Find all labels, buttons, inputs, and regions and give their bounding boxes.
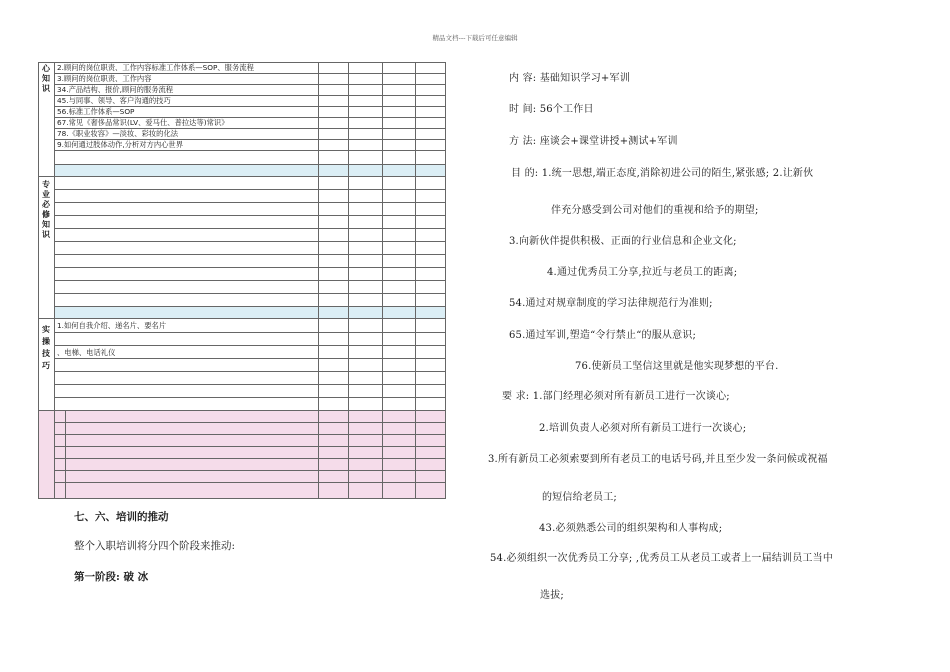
- training-table: [38, 62, 445, 499]
- requirement-line: 54.必须组织一次优秀员工分享; ,优秀员工从老员工或者上一届结训员工当中: [490, 553, 834, 564]
- purpose-line: 伴充分感受到公司对他们的重视和给予的期望;: [551, 205, 759, 216]
- table-cell: 9.如何通过肢体动作,分析对方内心世界: [57, 140, 184, 149]
- requirement-line: 43.必须熟悉公司的组织架构和人事构成;: [539, 523, 723, 534]
- table-cell: 2.顾问的岗位职责、工作内容标准工作体系—SOP、服务流程: [57, 63, 254, 72]
- table-cell: 45.与同事、领导、客户沟通的技巧: [57, 96, 171, 105]
- table-band: [54, 164, 445, 176]
- label-zhuanye: 专 业 必 修 知 识: [42, 180, 50, 239]
- content-line: 内 容: 基础知识学习+军训: [509, 73, 630, 84]
- purpose-line: 76.使新员工坚信这里就是他实现梦想的平台.: [575, 361, 779, 372]
- intro-text: 整个入职培训将分四个阶段来推动:: [74, 540, 236, 552]
- table-band: [54, 306, 445, 318]
- table-cell: 、电梯、电话礼仪: [57, 348, 116, 357]
- page-header: 精品文档---下载后可任意编辑: [432, 34, 518, 42]
- table-cell: 1.如何自我介绍、递名片、要名片: [57, 321, 167, 330]
- purpose-line: 4.通过优秀员工分享,拉近与老员工的距离;: [547, 267, 738, 278]
- label-shicao: 实 操 技 巧: [42, 325, 50, 370]
- section-title: 七、六、培训的推动: [74, 511, 169, 523]
- table-cell: 67.常见《奢侈品常识(LV、爱马仕、普拉达等)常识》: [57, 118, 229, 127]
- table-cell: 78.《职业妆容》—淡妆、彩妆的化法: [57, 129, 179, 138]
- purpose-line: 目 的: 1.统一思想,端正态度,消除初进公司的陌生,紧张感; 2.让新伙: [511, 168, 814, 179]
- requirement-line: 2.培训负责人必须对所有新员工进行一次谈心;: [539, 423, 747, 434]
- requirement-line: 要 求: 1.部门经理必须对所有新员工进行一次谈心;: [502, 391, 730, 402]
- time-line: 时 间: 56个工作日: [509, 104, 594, 115]
- table-cell: 3.顾问的岗位职责、工作内容: [57, 74, 152, 83]
- requirement-line: 的短信给老员工;: [542, 492, 617, 503]
- requirement-line: 3.所有新员工必须索要到所有老员工的电话号码,并且至少发一条问候或祝福: [488, 454, 828, 465]
- label-xinzhi: 心 知 识: [42, 64, 50, 93]
- purpose-line: 3.向新伙伴提供积极、正面的行业信息和企业文化;: [509, 236, 737, 247]
- requirement-line: 选拔;: [540, 590, 564, 601]
- table-cell: 56.标准工作体系—SOP: [57, 107, 135, 116]
- table-pink-area: [38, 410, 445, 499]
- purpose-line: 65.通过军训,塑造“令行禁止“的服从意识;: [509, 330, 697, 341]
- table-cell: 34.产品结构、报价,顾问的服务流程: [57, 85, 174, 94]
- purpose-line: 54.通过对规章制度的学习法律规范行为准则;: [509, 298, 713, 309]
- method-line: 方 法: 座谈会+课堂讲授+测试+军训: [509, 136, 678, 147]
- stage-title: 第一阶段: 破 冰: [74, 571, 149, 583]
